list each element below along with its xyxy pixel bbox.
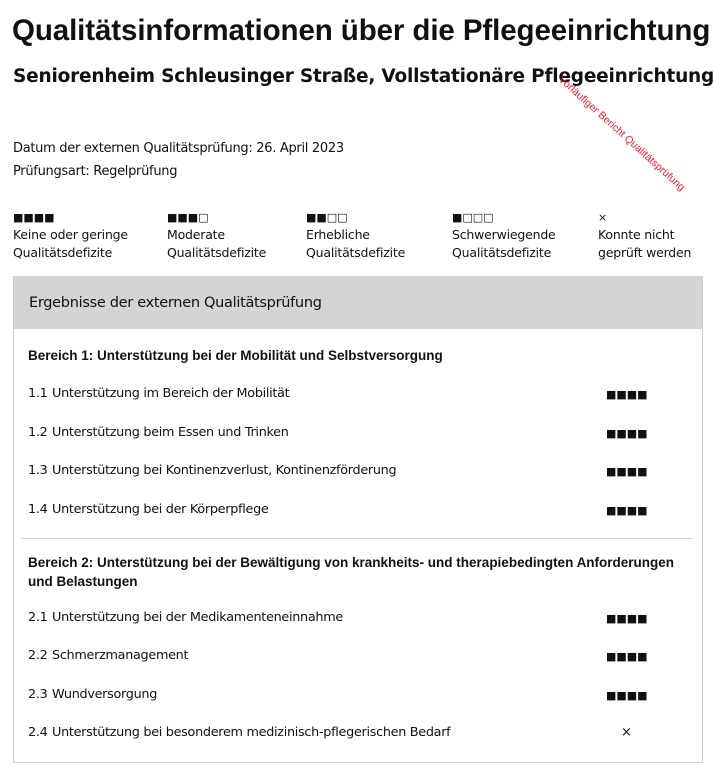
item-label: Unterstützung im Bereich der Mobilität (52, 386, 290, 401)
item-label: Unterstützung bei Kontinenzverlust, Kontinenzförderung (52, 463, 397, 478)
legend-label: geprüft werden (598, 245, 692, 260)
legend-label: Qualitätsdefizite (452, 245, 552, 260)
item-number: 2.3 (28, 687, 48, 702)
rating-symbol: × (621, 725, 632, 740)
rating-symbol: ■■■■ (606, 427, 648, 440)
item-number: 1.1 (28, 386, 48, 401)
legend-item-severe (452, 210, 592, 262)
legend-label: Konnte nicht (598, 227, 675, 242)
legend-item-none (13, 210, 153, 262)
rating-symbol: ■■■■ (606, 689, 648, 702)
legend-label: Keine oder geringe (13, 227, 128, 242)
section-title-mobility: Bereich 1: Unterstützung bei der Mobilität und Selbstversorgung (28, 348, 443, 363)
legend-symbol: × (598, 211, 608, 224)
item-number: 2.2 (28, 648, 48, 663)
result-row-1-1 (28, 386, 668, 404)
item-number: 2.1 (28, 610, 48, 625)
legend-label: Erhebliche (306, 227, 370, 242)
legend-item-not-tested (598, 210, 714, 262)
legend-label: Qualitätsdefizite (306, 245, 406, 260)
item-label: Unterstützung bei der Medikamenteneinnahme (52, 610, 343, 625)
item-number: 1.3 (28, 463, 48, 478)
result-row-2-4 (28, 725, 668, 743)
rating-symbol: ■■■■ (606, 612, 648, 625)
item-label: Wundversorgung (52, 687, 158, 702)
item-label: Schmerzmanagement (52, 648, 189, 663)
result-row-2-1 (28, 610, 668, 628)
legend-symbol: ■■■□ (167, 211, 209, 224)
rating-symbol: ■■■■ (606, 650, 648, 663)
item-number: 1.4 (28, 502, 48, 517)
result-row-1-2 (28, 425, 668, 443)
inspection-type: Prüfungsart: Regelprüfung (13, 164, 178, 179)
results-panel (13, 276, 703, 763)
rating-symbol: ■■■■ (606, 465, 648, 478)
rating-symbol: ■■■■ (606, 504, 648, 517)
item-number: 1.2 (28, 425, 48, 440)
item-label: Unterstützung beim Essen und Trinken (52, 425, 289, 440)
rating-symbol: ■■■■ (606, 388, 648, 401)
legend-label: Schwerwiegende (452, 227, 556, 242)
section-title-medical: Bereich 2: Unterstützung bei der Bewältigung von krankheits- und therapiebedingten Anforderungen und Belastungen (28, 555, 675, 589)
legend-symbol: ■■□□ (306, 211, 348, 224)
item-label: Unterstützung bei der Körperpflege (52, 502, 269, 517)
legend-label: Moderate (167, 227, 225, 242)
legend-item-considerable (306, 210, 446, 262)
result-row-1-3 (28, 463, 668, 481)
section-divider (21, 538, 692, 539)
legend-label: Qualitätsdefizite (167, 245, 267, 260)
legend-symbol: ■□□□ (452, 211, 494, 224)
result-row-2-2 (28, 648, 668, 666)
results-panel-header: Ergebnisse der externen Qualitätsprüfung (14, 276, 702, 329)
preliminary-report-stamp: Vorläufiger Bericht Qualitätsprüfung (555, 73, 688, 194)
page-title: Qualitätsinformationen über die Pflegeeinrichtung (12, 14, 711, 47)
result-row-2-3 (28, 687, 668, 705)
inspection-date: Datum der externen Qualitätsprüfung: 26. April 2023 (13, 141, 344, 156)
item-number: 2.4 (28, 725, 48, 740)
legend-label: Qualitätsdefizite (13, 245, 113, 260)
legend-item-moderate (167, 210, 307, 262)
legend-symbol: ■■■■ (13, 211, 55, 224)
result-row-1-4 (28, 502, 668, 520)
facility-subtitle: Seniorenheim Schleusinger Straße, Vollstationäre Pflegeeinrichtung (13, 66, 714, 87)
item-label: Unterstützung bei besonderem medizinisch-pflegerischen Bedarf (52, 725, 451, 740)
